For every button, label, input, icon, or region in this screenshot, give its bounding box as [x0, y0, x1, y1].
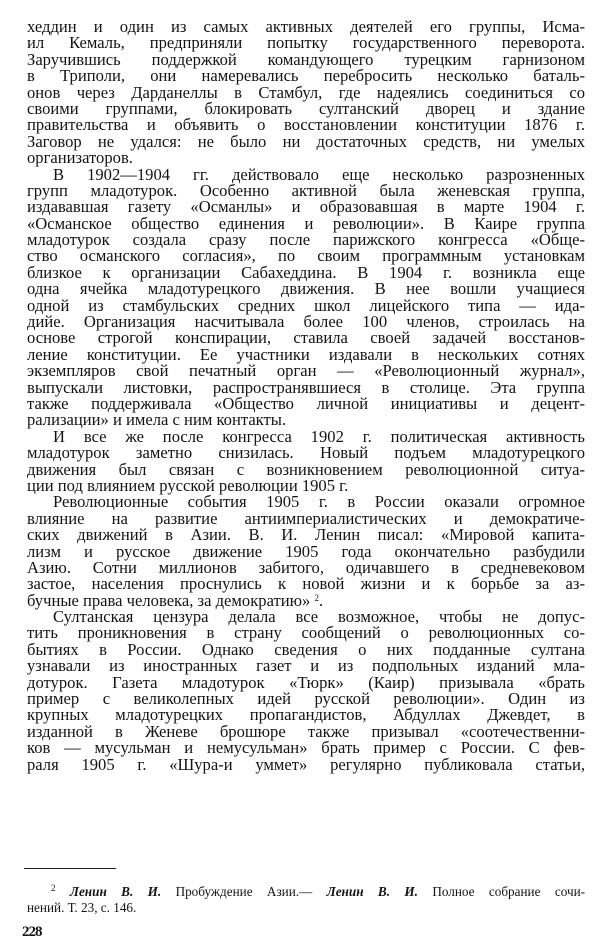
line-text: младотурок создала сразу после парижского конгресса «Обще-: [27, 230, 585, 250]
line-text: одна ячейка младотурецкого движения. В нее вошли учащиеся: [27, 279, 585, 299]
footnote-source: Полное собрание сочи-: [417, 884, 586, 899]
footnote-line: [27, 883, 585, 899]
line-text: И все же после конгресса 1902 г. политическая активность: [53, 426, 585, 446]
line-text: рализации» и имела с ним контакты.: [27, 410, 287, 430]
footnote-number: 2: [51, 883, 56, 893]
line-text: Султанская цензура делала все возможное, чтобы не допус-: [53, 607, 585, 627]
punctuation: .: [318, 590, 324, 610]
paragraph: [27, 164, 585, 430]
line-text: также поддерживала «Общество личной инициативы и децент-: [27, 393, 585, 413]
line-text: ил Кемаль, предприняли попытку государственного переворота.: [27, 33, 585, 53]
line-text: Заручившись поддержкой командующего турецким гарнизоном: [27, 49, 585, 69]
page-number: 228: [22, 924, 42, 940]
line-text: издававшая газету «Османлы» и образовавшая в марте 1904 г.: [27, 197, 585, 217]
line-text: раля 1905 г. «Шура-и уммет» регулярно публиковала статьи,: [27, 754, 585, 774]
line-text: близкое к организации Сабахеддина. В 1904 г. возникла еще: [27, 262, 585, 282]
line-text: дотурок. Газета младотурок «Тюрк» (Каир) призывала «брать: [27, 672, 585, 692]
line-text: ков — мусульман и немусульман» брать пример с России. С фев-: [27, 738, 585, 758]
body-text: [27, 19, 585, 773]
line-text: хеддин и один из самых активных деятелей его группы, Исма-: [27, 17, 585, 36]
line-text: пример с великолепных идей русской революции». Один из: [27, 689, 585, 709]
line-text: организаторов.: [27, 148, 133, 168]
line-text: выпускали листовки, распространявшиеся в столице. Эта группа: [27, 377, 585, 397]
footnote-author: Ленин В. И.: [69, 884, 162, 899]
footnote-author: Ленин В. И.: [326, 884, 418, 899]
paragraph: [27, 426, 585, 495]
line-text: Революционные события 1905 г. в России оказали огромное: [53, 492, 585, 512]
line-text: изданной в Женеве брошюре также призывал «соотечественни-: [27, 721, 585, 741]
footnote-line: нений. Т. 23, с. 146.: [27, 900, 137, 916]
footnote-title: Пробуждение Азии.—: [161, 884, 327, 899]
line-text: младотурок заметно снизилась. Новый подъем младотурецкого: [27, 443, 585, 463]
line-text: застое, населения проснулись к новой жизни и к борьбе за аз-: [27, 574, 585, 594]
line-text: основе строгой конспирации, ставила своей задачей восстанов-: [27, 328, 585, 348]
line-text: «Османское общество единения и революции». В Каире группа: [27, 213, 585, 233]
line-text: крупных младотурецких пропагандистов, Абдуллах Джевдет, в: [27, 705, 585, 725]
line-text: ских движений в Азии. В. И. Ленин писал: «Мировой капита-: [27, 525, 585, 545]
line-text: влияние на развитие антиимпериалистических и демократиче-: [27, 508, 585, 528]
line-text: бытиях в России. Однако сведения о них подданные султана: [27, 639, 585, 659]
line-text: одной из стамбульских средних школ лицейского типа — ида-: [27, 295, 585, 315]
line-text: ство османского согласия», по своим программным установкам: [27, 246, 585, 266]
line-text: узнавали из иностранных газет и из подпольных изданий мла-: [27, 656, 585, 676]
line-text: Азию. Сотни миллионов забитого, одичавшего в средневековом: [27, 557, 585, 577]
paragraph: [27, 19, 585, 167]
paragraph: [27, 494, 585, 609]
line-text: своими группами, блокировать султанский дворец и здание: [27, 98, 585, 118]
footnote-reference[interactable]: 2: [314, 592, 319, 603]
line-text: тить проникновения в страну сообщений о революционных со-: [27, 623, 585, 643]
line-text: лизм и русское движение 1905 года окончательно разбудили: [27, 541, 585, 561]
footnote: [27, 883, 585, 916]
line-text: Заговор не удался: не было ни достаточных средств, ни умелых: [27, 131, 585, 151]
line-text: в Триполи, они намеревались перебросить несколько баталь-: [27, 66, 585, 86]
line-text: бучные права человека, за демократию»: [27, 590, 311, 610]
line-text: В 1902—1904 гг. действовало еще несколько разрозненных: [53, 164, 585, 184]
line-text: движения был связан с возникновением революционной ситуа-: [27, 459, 585, 479]
line-text: ление конституции. Ее участники издавали в нескольких сотнях: [27, 344, 585, 364]
line-text: дийе. Организация насчитывала более 100 членов, строилась на: [27, 312, 585, 332]
line-text: онов через Дарданеллы в Стамбул, где надеялись соединиться со: [27, 82, 585, 102]
line-text: ции под влиянием русской революции 1905 г.: [27, 475, 349, 495]
text-line: [27, 754, 585, 774]
footnote-divider: [24, 868, 116, 869]
line-text: правительства и объявить о восстановлении конституции 1876 г.: [27, 115, 585, 135]
line-text: групп младотурок. Особенно активной была женевская группа,: [27, 180, 585, 200]
line-text: экземпляров свой печатный орган — «Революционный журнал»,: [27, 361, 585, 381]
paragraph: [27, 609, 585, 773]
